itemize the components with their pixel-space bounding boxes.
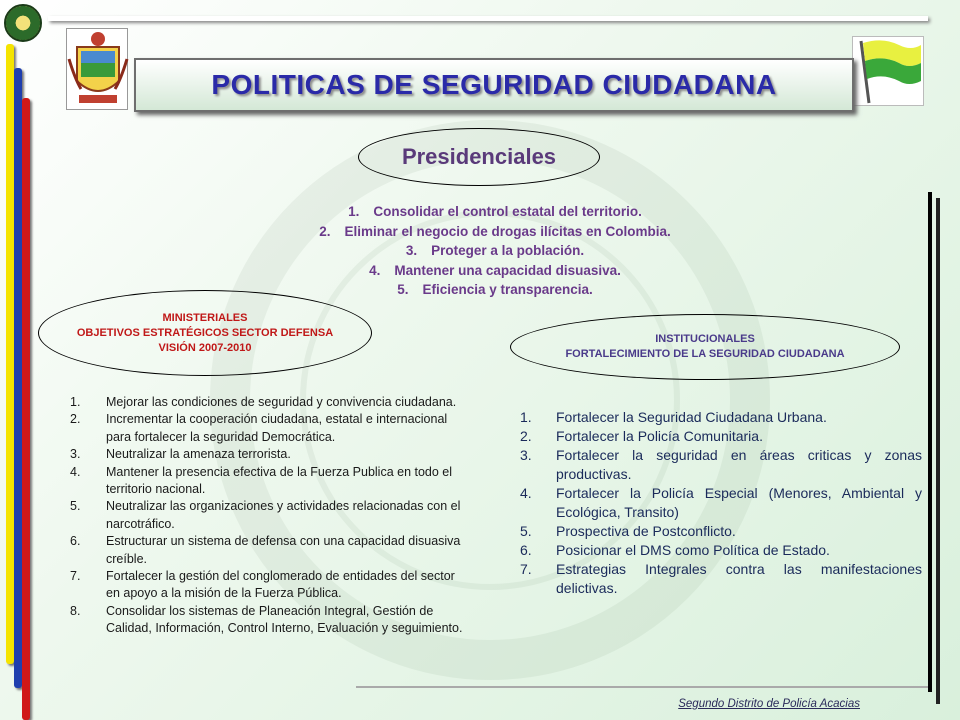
ministeriales-vision: VISIÓN 2007-2010: [158, 341, 252, 354]
item-text: Eliminar el negocio de drogas ilícitas en Colombia.: [344, 223, 671, 239]
ministeriales-ellipse: [38, 290, 372, 376]
list-item: [520, 541, 922, 560]
waving-flag-icon: [852, 36, 924, 106]
decor-bar-red: [22, 98, 30, 720]
ministeriales-list: [70, 394, 470, 638]
institucionales-subtitle: FORTALECIMIENTO DE LA SEGURIDAD CIUDADANA: [565, 348, 845, 360]
list-item: [230, 261, 760, 281]
item-number: 7.: [520, 561, 532, 577]
item-text: Eficiencia y transparencia.: [422, 282, 593, 297]
list-item: [520, 484, 922, 522]
list-item: [520, 427, 922, 446]
flag-graphic: [853, 37, 925, 107]
item-number: 1.: [520, 409, 532, 425]
page-title: POLITICAS DE SEGURIDAD CIUDADANA: [211, 69, 777, 100]
decor-top-line: [48, 16, 928, 21]
item-text: Estrategias Integrales contra las manifestaciones delictivas.: [556, 561, 922, 596]
item-text: Proteger a la población.: [431, 243, 585, 258]
ministeriales-label: MINISTERIALES: [162, 311, 248, 324]
item-number: 1.: [348, 204, 360, 219]
list-item: [70, 464, 470, 499]
institucionales-list: [520, 408, 922, 598]
decor-right-line: [928, 192, 932, 692]
list-item: [70, 568, 470, 603]
crest-graphic: [67, 29, 129, 111]
police-emblem-icon: [4, 4, 42, 42]
list-item: [230, 222, 760, 242]
item-number: 4.: [369, 262, 381, 278]
item-text: Posicionar el DMS como Política de Estado.: [556, 542, 830, 558]
decor-bottom-line: [356, 686, 928, 688]
list-item: [230, 280, 760, 300]
list-item: [70, 498, 470, 533]
item-text: Fortalecer la gestión del conglomerado de entidades del sector en apoyo a la misión de la Fuerza Pública.: [106, 569, 455, 601]
item-text: Fortalecer la Seguridad Ciudadana Urbana.: [556, 409, 827, 425]
list-item: [520, 560, 922, 598]
list-item: [70, 446, 470, 463]
item-number: 2.: [319, 223, 331, 239]
item-number: 7.: [70, 569, 81, 584]
list-item: [70, 394, 470, 411]
item-number: 1.: [70, 395, 81, 409]
list-item: [230, 241, 760, 261]
list-item: [520, 446, 922, 484]
list-item: [520, 408, 922, 427]
item-text: Neutralizar la amenaza terrorista.: [106, 447, 291, 462]
item-number: 5.: [70, 499, 81, 514]
item-number: 4.: [70, 464, 81, 479]
item-text: Consolidar los sistemas de Planeación Integral, Gestión de Calidad, Información, Control Interno, Evaluación y seguimiento.: [106, 603, 463, 636]
item-text: Mantener una capacidad disuasiva.: [394, 262, 621, 278]
item-number: 6.: [70, 534, 81, 549]
decor-bar-blue: [14, 68, 22, 688]
item-text: Mejorar las condiciones de seguridad y convivencia ciudadana.: [106, 395, 457, 409]
item-text: Fortalecer la Policía Comunitaria.: [556, 428, 763, 444]
list-item: [70, 533, 470, 568]
ministeriales-subtitle: OBJETIVOS ESTRATÉGICOS SECTOR DEFENSA: [76, 326, 334, 339]
item-number: 5.: [520, 523, 532, 539]
list-item: [520, 522, 922, 541]
title-banner: [134, 58, 854, 112]
list-item: [230, 202, 760, 222]
department-crest-icon: [66, 28, 128, 110]
list-item: [70, 603, 470, 638]
item-number: 3.: [70, 447, 81, 462]
presidenciales-list: [230, 202, 760, 300]
item-number: 4.: [520, 485, 532, 501]
institucionales-ellipse: [510, 314, 900, 380]
decor-right-line-2: [936, 198, 940, 704]
decor-bar-yellow: [6, 44, 14, 664]
institucionales-label: INSTITUCIONALES: [655, 333, 755, 345]
item-number: 3.: [520, 447, 532, 463]
item-text: Prospectiva de Postconflicto.: [556, 523, 736, 539]
item-number: 3.: [405, 243, 418, 258]
item-number: 5.: [397, 282, 409, 297]
item-text: Estructurar un sistema de defensa con una capacidad disuasiva creíble.: [106, 534, 461, 566]
item-number: 2.: [520, 428, 532, 444]
presidenciales-label: Presidenciales: [401, 144, 557, 169]
item-number: 8.: [70, 603, 81, 618]
list-item: [70, 411, 470, 446]
item-number: 6.: [520, 542, 532, 558]
item-text: Fortalecer la seguridad en áreas criticas y zonas productivas.: [556, 447, 922, 482]
item-text: Fortalecer la Policía Especial (Menores, Ambiental y Ecológica, Transito): [556, 485, 922, 520]
item-text: Neutralizar las organizaciones y actividades relacionadas con el narcotráfico.: [106, 499, 461, 531]
item-text: Mantener la presencia efectiva de la Fuerza Publica en todo el territorio nacional.: [106, 464, 453, 497]
presidenciales-ellipse: [358, 128, 600, 186]
footer-credit: Segundo Distrito de Policía Acacias: [678, 698, 860, 710]
item-text: Incrementar la cooperación ciudadana, estatal e internacional para fortalecer la seguridad Democrática.: [106, 412, 448, 444]
item-number: 2.: [70, 412, 81, 427]
item-text: Consolidar el control estatal del territorio.: [373, 204, 642, 219]
